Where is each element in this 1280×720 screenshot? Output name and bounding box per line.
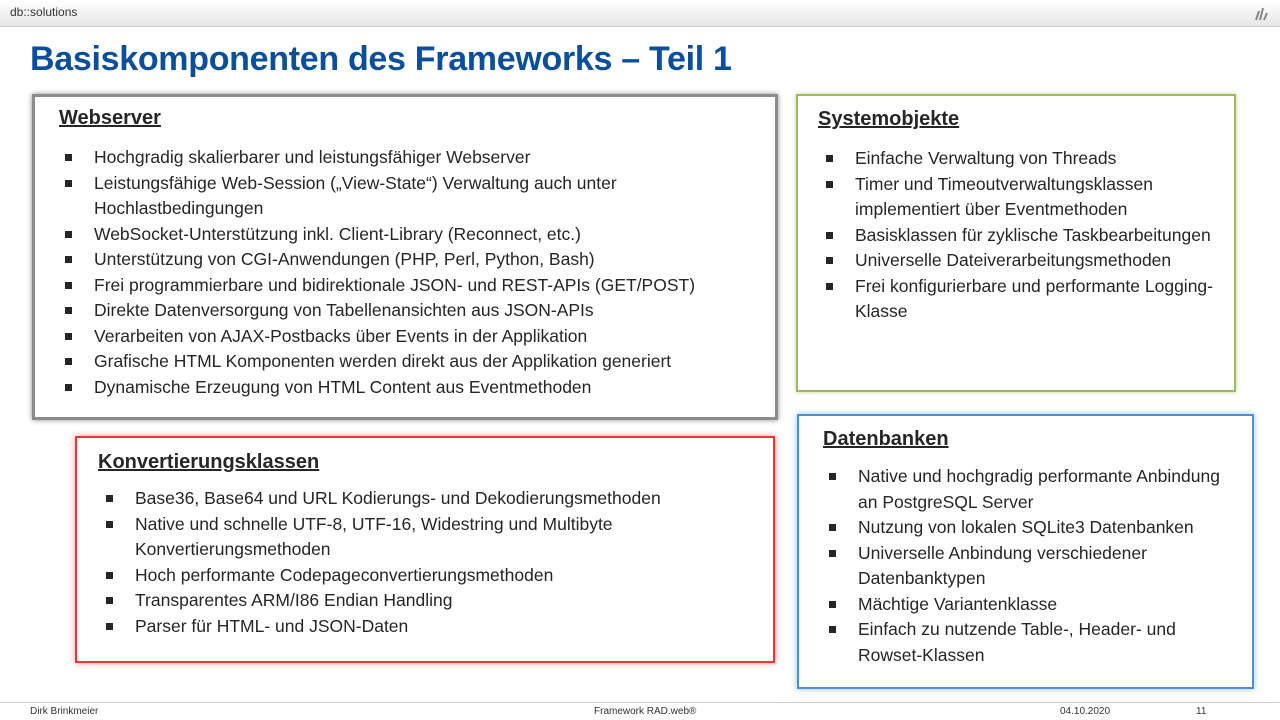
square-bullet-icon xyxy=(826,232,833,239)
square-bullet-icon xyxy=(65,384,72,391)
list-item-text: Universelle Anbindung verschiedener Datenbanktypen xyxy=(858,542,1147,588)
list-item xyxy=(63,247,763,273)
datenbanken-box xyxy=(797,414,1254,689)
list-item xyxy=(63,375,763,401)
square-bullet-icon xyxy=(829,473,836,480)
square-bullet-icon xyxy=(829,524,836,531)
square-bullet-icon xyxy=(65,333,72,340)
list-item-text: Einfache Verwaltung von Threads xyxy=(855,148,1117,168)
square-bullet-icon xyxy=(65,282,72,289)
list-item xyxy=(824,223,1224,249)
square-bullet-icon xyxy=(106,521,113,528)
square-bullet-icon xyxy=(826,181,833,188)
square-bullet-icon xyxy=(829,626,836,633)
bar-logo-icon xyxy=(1254,5,1270,21)
datenbanken-list xyxy=(827,464,1242,668)
systemobjekte-heading: Systemobjekte xyxy=(818,108,960,130)
square-bullet-icon xyxy=(65,180,72,187)
list-item xyxy=(63,145,763,171)
footer-date: 04.10.2020 xyxy=(1060,706,1111,717)
list-item-text: WebSocket-Unterstützung inkl. Client-Library (Reconnect, etc.) xyxy=(94,223,581,244)
list-item xyxy=(104,614,764,640)
list-item xyxy=(104,563,764,589)
list-item xyxy=(827,617,1242,668)
list-item-text: Frei programmierbare und bidirektionale JSON- und REST-APIs (GET/POST) xyxy=(94,274,696,295)
datenbanken-heading: Datenbanken xyxy=(823,428,949,450)
list-item xyxy=(104,512,764,563)
list-item-text: Grafische HTML Komponenten werden direkt aus der Applikation generiert xyxy=(94,351,672,371)
list-item xyxy=(63,171,763,222)
list-item xyxy=(827,515,1242,541)
top-bar xyxy=(0,0,1280,27)
list-item xyxy=(104,486,764,512)
square-bullet-icon xyxy=(106,495,113,502)
list-item xyxy=(824,146,1224,172)
footer-page-number: 11 xyxy=(1196,706,1207,717)
list-item xyxy=(827,541,1242,592)
list-item-text: Nutzung von lokalen SQLite3 Datenbanken xyxy=(858,517,1194,537)
konvertierung-box xyxy=(75,436,775,663)
list-item-text: Einfach zu nutzende Table-, Header- und Rowset-Klassen xyxy=(858,619,1176,665)
list-item-text: Transparentes ARM/I86 Endian Handling xyxy=(135,590,453,610)
list-item xyxy=(63,273,763,299)
list-item xyxy=(824,274,1224,325)
list-item-text: Base36, Base64 und URL Kodierungs- und Dekodierungsmethoden xyxy=(135,488,661,508)
footer-product: Framework RAD.web® xyxy=(594,706,697,717)
square-bullet-icon xyxy=(106,623,113,630)
footer-author: Dirk Brinkmeier xyxy=(30,706,99,717)
square-bullet-icon xyxy=(829,550,836,557)
list-item-text: Direkte Datenversorgung von Tabellenansichten aus JSON-APIs xyxy=(94,300,594,320)
list-item-text: Leistungsfähige Web-Session („View-State“) Verwaltung auch unter Hochlastbedingungen xyxy=(94,172,617,218)
list-item-text: Verarbeiten von AJAX-Postbacks über Events in der Applikation xyxy=(94,325,588,346)
webserver-heading: Webserver xyxy=(59,107,161,129)
list-item-text: Frei konfigurierbare und performante Logging-Klasse xyxy=(855,275,1213,321)
list-item-text: Mächtige Variantenklasse xyxy=(858,593,1058,614)
list-item xyxy=(63,298,763,324)
list-item xyxy=(104,588,764,614)
list-item-text: Basisklassen für zyklische Taskbearbeitungen xyxy=(855,224,1211,245)
square-bullet-icon xyxy=(826,155,833,162)
list-item-text: Timer und Timeoutverwaltungsklassen implementiert über Eventmethoden xyxy=(855,173,1153,219)
square-bullet-icon xyxy=(829,601,836,608)
konvertierung-list xyxy=(104,486,764,639)
list-item-text: Native und hochgradig performante Anbindung an PostgreSQL Server xyxy=(858,466,1220,512)
slide-title: Basiskomponenten des Frameworks – Teil 1 xyxy=(30,40,732,78)
systemobjekte-box xyxy=(796,94,1236,392)
square-bullet-icon xyxy=(106,597,113,604)
list-item-text: Hochgradig skalierbarer und leistungsfähiger Webserver xyxy=(94,147,531,167)
list-item-text: Dynamische Erzeugung von HTML Content aus Eventmethoden xyxy=(94,376,592,397)
square-bullet-icon xyxy=(65,231,72,238)
list-item-text: Universelle Dateiverarbeitungsmethoden xyxy=(855,250,1172,270)
square-bullet-icon xyxy=(65,154,72,161)
square-bullet-icon xyxy=(65,256,72,263)
list-item xyxy=(827,592,1242,618)
list-item xyxy=(824,172,1224,223)
webserver-list xyxy=(63,145,763,400)
list-item xyxy=(63,349,763,375)
footer-divider xyxy=(0,702,1280,703)
konvertierung-heading: Konvertierungsklassen xyxy=(98,451,320,473)
list-item-text: Native und schnelle UTF-8, UTF-16, Widestring und Multibyte Konvertierungsmethoden xyxy=(135,513,613,559)
brand-name: db::solutions xyxy=(10,5,78,19)
square-bullet-icon xyxy=(826,257,833,264)
list-item xyxy=(63,222,763,248)
square-bullet-icon xyxy=(826,283,833,290)
systemobjekte-list xyxy=(824,146,1224,325)
list-item-text: Parser für HTML- und JSON-Daten xyxy=(135,615,409,636)
list-item-text: Hoch performante Codepageconvertierungsmethoden xyxy=(135,564,554,585)
list-item xyxy=(824,248,1224,274)
square-bullet-icon xyxy=(65,307,72,314)
list-item-text: Unterstützung von CGI-Anwendungen (PHP, Perl, Python, Bash) xyxy=(94,249,595,269)
list-item xyxy=(827,464,1242,515)
webserver-box xyxy=(32,94,778,420)
list-item xyxy=(63,324,763,350)
square-bullet-icon xyxy=(106,572,113,579)
square-bullet-icon xyxy=(65,358,72,365)
